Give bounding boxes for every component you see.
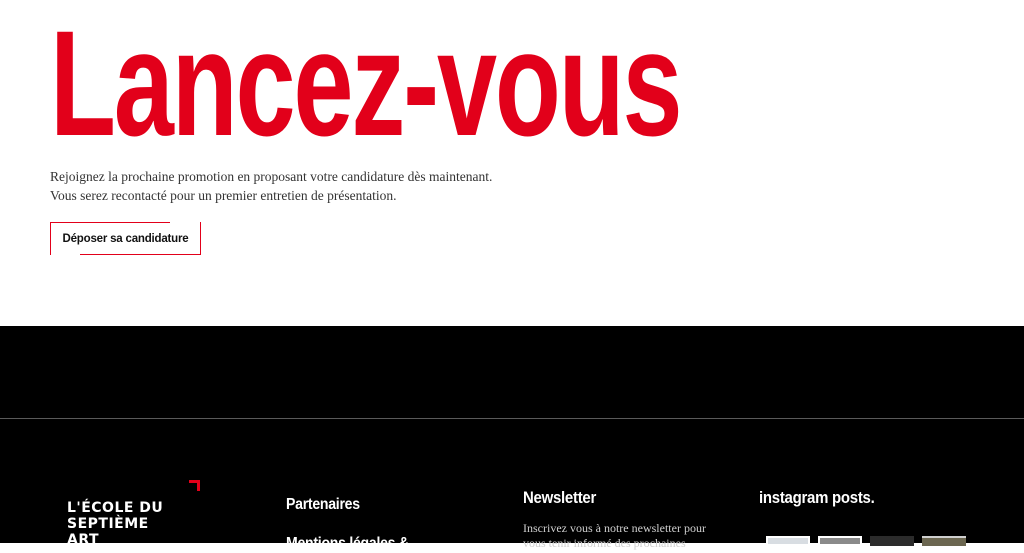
logo-line-2: SEPTIÈME [67, 516, 149, 532]
button-border-bottom [80, 254, 201, 255]
logo-corner-mark [189, 480, 200, 491]
footer-divider [0, 418, 1024, 419]
apply-button-label: Déposer sa candidature [62, 232, 189, 245]
instagram-post-2[interactable] [818, 536, 862, 546]
hero-description: Rejoignez la prochaine promotion en proposant votre candidature dès maintenant. Vous serez recontacté pour un premier entretien de présentation. [50, 169, 493, 203]
logo-text [67, 500, 163, 548]
instagram-post-3[interactable] [870, 536, 914, 546]
hero-title: Lancez-vous [50, 0, 681, 167]
button-border-right [200, 222, 201, 255]
footer-link-legal[interactable]: Mentions légales & [286, 535, 409, 552]
apply-button[interactable] [50, 222, 201, 255]
newsletter-description: Inscrivez vous à notre newsletter pour vous tenir informé des prochaines [523, 521, 706, 550]
button-border-top [50, 222, 170, 223]
footer-link-partners[interactable]: Partenaires [286, 496, 360, 513]
site-footer [0, 326, 1024, 552]
instagram-title: instagram posts. [759, 488, 875, 507]
logo-line-1: L'ÉCOLE DU [67, 500, 164, 516]
button-border-left [50, 222, 51, 255]
school-logo[interactable] [67, 478, 207, 548]
instagram-post-4[interactable] [922, 536, 966, 546]
newsletter-title: Newsletter [523, 488, 597, 507]
instagram-post-1[interactable] [766, 536, 810, 546]
logo-line-3: ART [67, 532, 100, 548]
